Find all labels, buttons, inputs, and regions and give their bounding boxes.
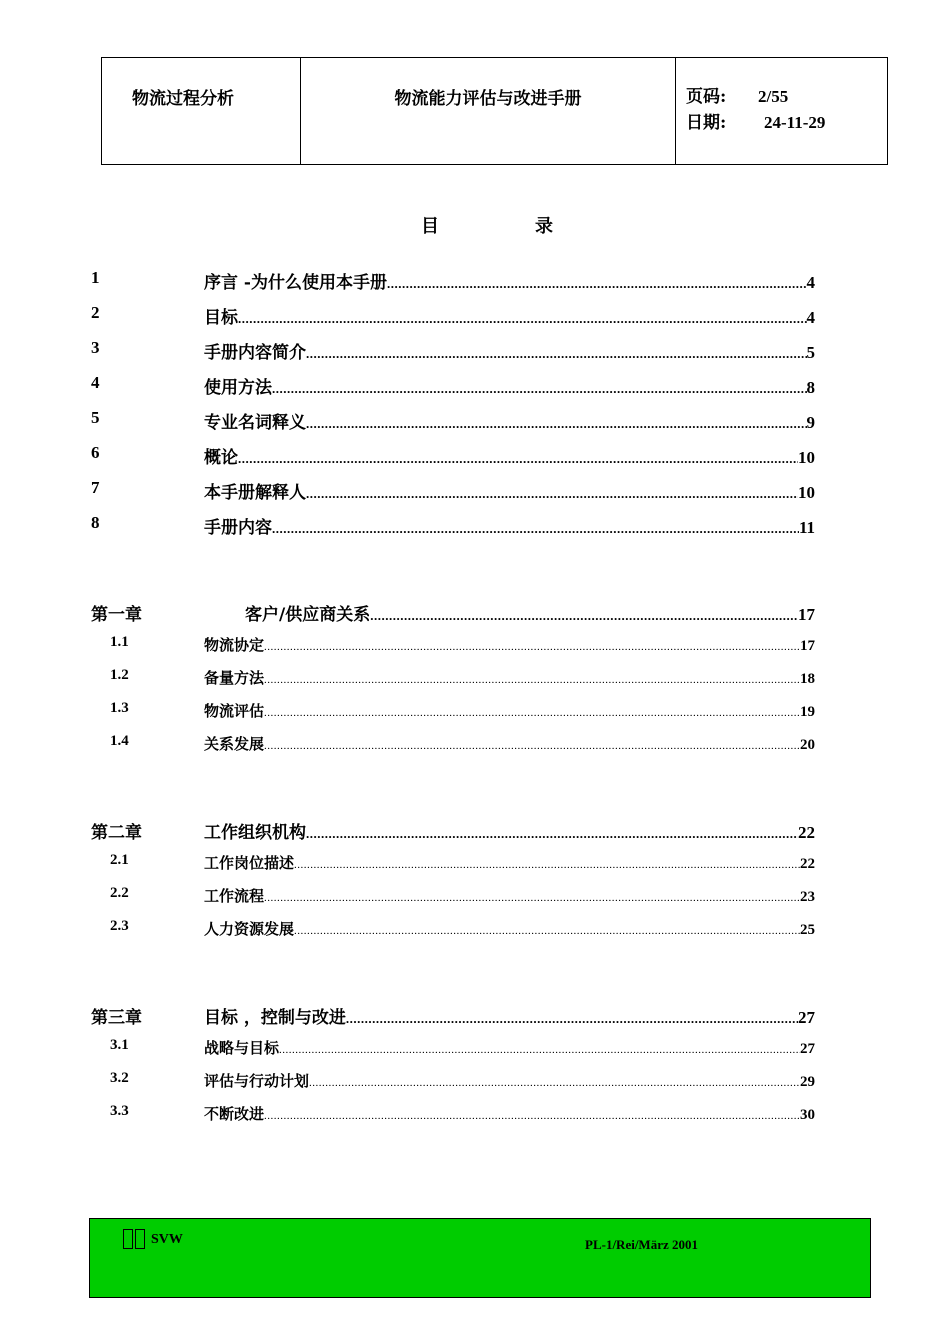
toc-line <box>204 634 815 655</box>
toc-page-number: 10 <box>798 448 815 467</box>
leader-dots <box>264 674 800 686</box>
toc-page-number: 17 <box>798 605 815 624</box>
leader-dots <box>272 381 807 397</box>
leader-dots <box>279 1044 800 1056</box>
toc-page-number: 9 <box>806 413 815 432</box>
toc-page-number: 22 <box>800 856 815 872</box>
toc-entry-title: 使用方法 <box>204 378 272 398</box>
toc-line <box>204 667 815 688</box>
leader-dots <box>238 311 807 327</box>
toc-entry-title: 工作组织机构 <box>204 823 306 843</box>
logo-mark-icon <box>123 1229 145 1251</box>
toc-entry-title: 工作岗位描述 <box>204 854 295 872</box>
toc-number: 1.2 <box>110 667 129 683</box>
toc-page-number: 29 <box>800 1074 815 1090</box>
toc-line <box>204 1037 815 1058</box>
leader-dots <box>264 892 800 904</box>
toc-line <box>245 600 815 625</box>
toc-number: 第一章 <box>91 605 142 624</box>
page-value: 2/55 <box>758 87 789 106</box>
toc-number: 2.2 <box>110 885 129 901</box>
toc-number: 7 <box>91 478 100 497</box>
toc-number: 第三章 <box>91 1008 142 1027</box>
toc-page-number: 27 <box>798 1008 815 1027</box>
toc-line <box>204 513 815 538</box>
toc-line <box>204 478 815 503</box>
leader-dots <box>264 707 800 719</box>
logo-text: SVW <box>151 1232 183 1247</box>
toc-number: 1.4 <box>110 733 129 749</box>
toc-entry-title: 序言 -为什么使用本手册 <box>204 273 387 293</box>
leader-dots <box>264 740 800 752</box>
toc-entry-title: 客户/供应商关系 <box>245 605 371 625</box>
toc-page-number: 22 <box>798 823 815 842</box>
toc-line <box>204 1103 815 1124</box>
toc-page-number: 23 <box>800 889 815 905</box>
toc-entry-title: 手册内容 <box>204 518 272 538</box>
toc-number: 1 <box>91 268 100 287</box>
toc-line <box>204 852 815 873</box>
toc-page-number: 17 <box>800 638 815 654</box>
leader-dots <box>309 1077 800 1089</box>
toc-line <box>204 733 815 754</box>
toc-page-number: 18 <box>800 671 815 687</box>
toc-number: 4 <box>91 373 100 392</box>
toc-entry-title: 物流协定 <box>204 636 265 654</box>
toc-line <box>204 373 815 398</box>
toc-entry-title: 不断改进 <box>204 1105 265 1123</box>
leader-dots <box>294 925 800 937</box>
toc-entry-title: 物流评估 <box>204 702 265 720</box>
toc-number: 2.1 <box>110 852 129 868</box>
toc-number: 5 <box>91 408 100 427</box>
toc-number: 6 <box>91 443 100 462</box>
toc-entry-title: 备量方法 <box>204 669 265 687</box>
toc-page-number: 25 <box>800 922 815 938</box>
toc-title-char1: 目 <box>421 216 439 237</box>
toc-entry-title: 目标 ，控制与改进 <box>204 1008 346 1028</box>
toc-line <box>204 408 815 433</box>
footer-code: PL-1/Rei/März 2001 <box>585 1237 698 1252</box>
leader-dots <box>346 1011 798 1027</box>
toc-line <box>204 818 815 843</box>
toc-number: 1.1 <box>110 634 129 650</box>
toc-number: 3 <box>91 338 100 357</box>
toc-line <box>204 918 815 939</box>
leader-dots <box>306 416 807 432</box>
toc-entry-title: 目标 <box>204 308 238 328</box>
leader-dots <box>264 641 800 653</box>
toc-number: 1.3 <box>110 700 129 716</box>
toc-number: 3.1 <box>110 1037 129 1053</box>
toc-entry-title: 手册内容简介 <box>204 343 306 363</box>
toc-line <box>204 1070 815 1091</box>
toc-title-char2: 录 <box>535 216 553 237</box>
toc-line <box>204 700 815 721</box>
toc-line <box>204 443 815 468</box>
leader-dots <box>238 451 798 467</box>
toc-entry-title: 工作流程 <box>204 887 265 905</box>
leader-dots <box>306 486 798 502</box>
leader-dots <box>264 1110 800 1122</box>
toc-page-number: 20 <box>800 737 815 753</box>
leader-dots <box>306 826 798 842</box>
toc-entry-title: 关系发展 <box>204 735 265 753</box>
document-footer <box>89 1218 871 1298</box>
leader-dots <box>294 859 800 871</box>
header-doc-title: 物流能力评估与改进手册 <box>301 58 676 164</box>
toc-entry-title: 人力资源发展 <box>204 920 295 938</box>
toc-line <box>204 338 815 363</box>
toc-number: 第二章 <box>91 823 142 842</box>
toc-number: 2 <box>91 303 100 322</box>
date-label: 日期: <box>686 113 727 133</box>
toc-entry-title: 专业名词释义 <box>204 413 306 433</box>
toc-page-number: 10 <box>798 483 815 502</box>
toc-page-number: 8 <box>806 378 815 397</box>
toc-number: 3.3 <box>110 1103 129 1119</box>
toc-line <box>204 268 815 293</box>
toc-line <box>204 885 815 906</box>
toc-entry-title: 评估与行动计划 <box>204 1072 310 1090</box>
svw-logo <box>123 1229 183 1251</box>
toc-page-number: 4 <box>806 273 815 292</box>
toc-page-number: 4 <box>806 308 815 327</box>
toc-entry-title: 本手册解释人 <box>204 483 306 503</box>
toc-number: 8 <box>91 513 100 532</box>
leader-dots <box>306 346 807 362</box>
toc-page-number: 19 <box>800 704 815 720</box>
leader-dots <box>370 608 798 624</box>
toc-page-number: 30 <box>800 1107 815 1123</box>
toc-line <box>204 1003 815 1028</box>
toc-entry-title: 概论 <box>204 448 238 468</box>
leader-dots <box>272 521 799 537</box>
header-section: 物流过程分析 <box>102 58 301 164</box>
toc-entry-title: 战略与目标 <box>204 1039 280 1057</box>
toc-page-number: 27 <box>800 1041 815 1057</box>
toc-page-number: 11 <box>798 518 815 537</box>
leader-dots <box>387 276 807 292</box>
toc-number: 3.2 <box>110 1070 129 1086</box>
date-value: 24-11-29 <box>764 113 826 132</box>
toc-number: 2.3 <box>110 918 129 934</box>
toc-line <box>204 303 815 328</box>
toc-page-number: 5 <box>806 343 815 362</box>
page-label: 页码: <box>686 87 727 107</box>
